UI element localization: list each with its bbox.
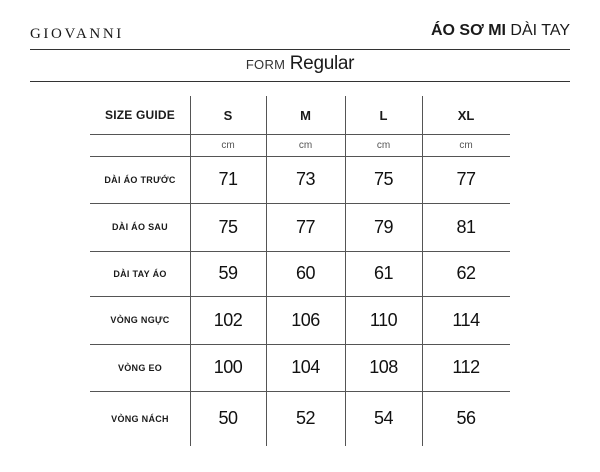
measurement-value: 77 (456, 169, 476, 189)
form-label: FORM (245, 57, 286, 72)
top-divider (30, 49, 570, 50)
measurement-label: VÒNG NÁCH (111, 413, 169, 424)
unit-label: cm (376, 139, 391, 151)
product-title (431, 22, 570, 40)
form-divider (30, 81, 570, 82)
measurement-label: VÒNG NGỰC (110, 315, 170, 325)
measurement-value: 79 (373, 216, 394, 237)
size-guide-table (90, 96, 510, 446)
measurement-label: DÀI ÁO TRƯỚC (104, 174, 176, 185)
unit-label: cm (298, 139, 313, 151)
size-header-s: S (223, 107, 233, 123)
measurement-value: 61 (373, 263, 394, 283)
measurement-value: 62 (456, 263, 476, 283)
measurement-value: 104 (291, 357, 320, 377)
size-header-l: L (379, 107, 388, 123)
measurement-value: 108 (369, 357, 398, 377)
measurement-value: 114 (452, 309, 480, 330)
measurement-value: 100 (213, 357, 243, 377)
size-header-m: M (300, 107, 311, 123)
unit-label: cm (221, 139, 235, 151)
measurement-value: 75 (373, 169, 394, 189)
measurement-value: 102 (213, 309, 243, 330)
measurement-value: 59 (218, 263, 238, 283)
measurement-label: DÀI TAY ÁO (113, 268, 167, 279)
form-value: Regular (289, 53, 355, 74)
measurement-value: 112 (452, 357, 480, 377)
form-line (0, 53, 600, 75)
measurement-value: 77 (295, 216, 316, 237)
measurement-value: 81 (456, 216, 476, 237)
measurement-value: 106 (291, 309, 320, 330)
measurement-label: VÒNG EO (117, 362, 163, 373)
measurement-value: 75 (218, 216, 238, 237)
size-guide-header: SIZE GUIDE (104, 108, 175, 122)
measurement-label: DÀI ÁO SAU (111, 222, 168, 232)
measurement-value: 71 (218, 169, 238, 189)
product-title-main: ÁO SƠ MI (430, 22, 506, 39)
measurement-value: 56 (456, 408, 476, 428)
measurement-value: 50 (218, 408, 238, 428)
size-header-xl: XL (457, 107, 475, 123)
measurement-value: 54 (373, 408, 394, 428)
product-title-sub: DÀI TAY (510, 22, 570, 39)
measurement-value: 52 (295, 408, 316, 428)
brand-logo: GIOVANNI (30, 26, 124, 42)
measurement-value: 73 (295, 169, 316, 189)
unit-label: cm (459, 139, 473, 151)
measurement-value: 60 (295, 263, 316, 283)
measurement-value: 110 (369, 309, 398, 330)
